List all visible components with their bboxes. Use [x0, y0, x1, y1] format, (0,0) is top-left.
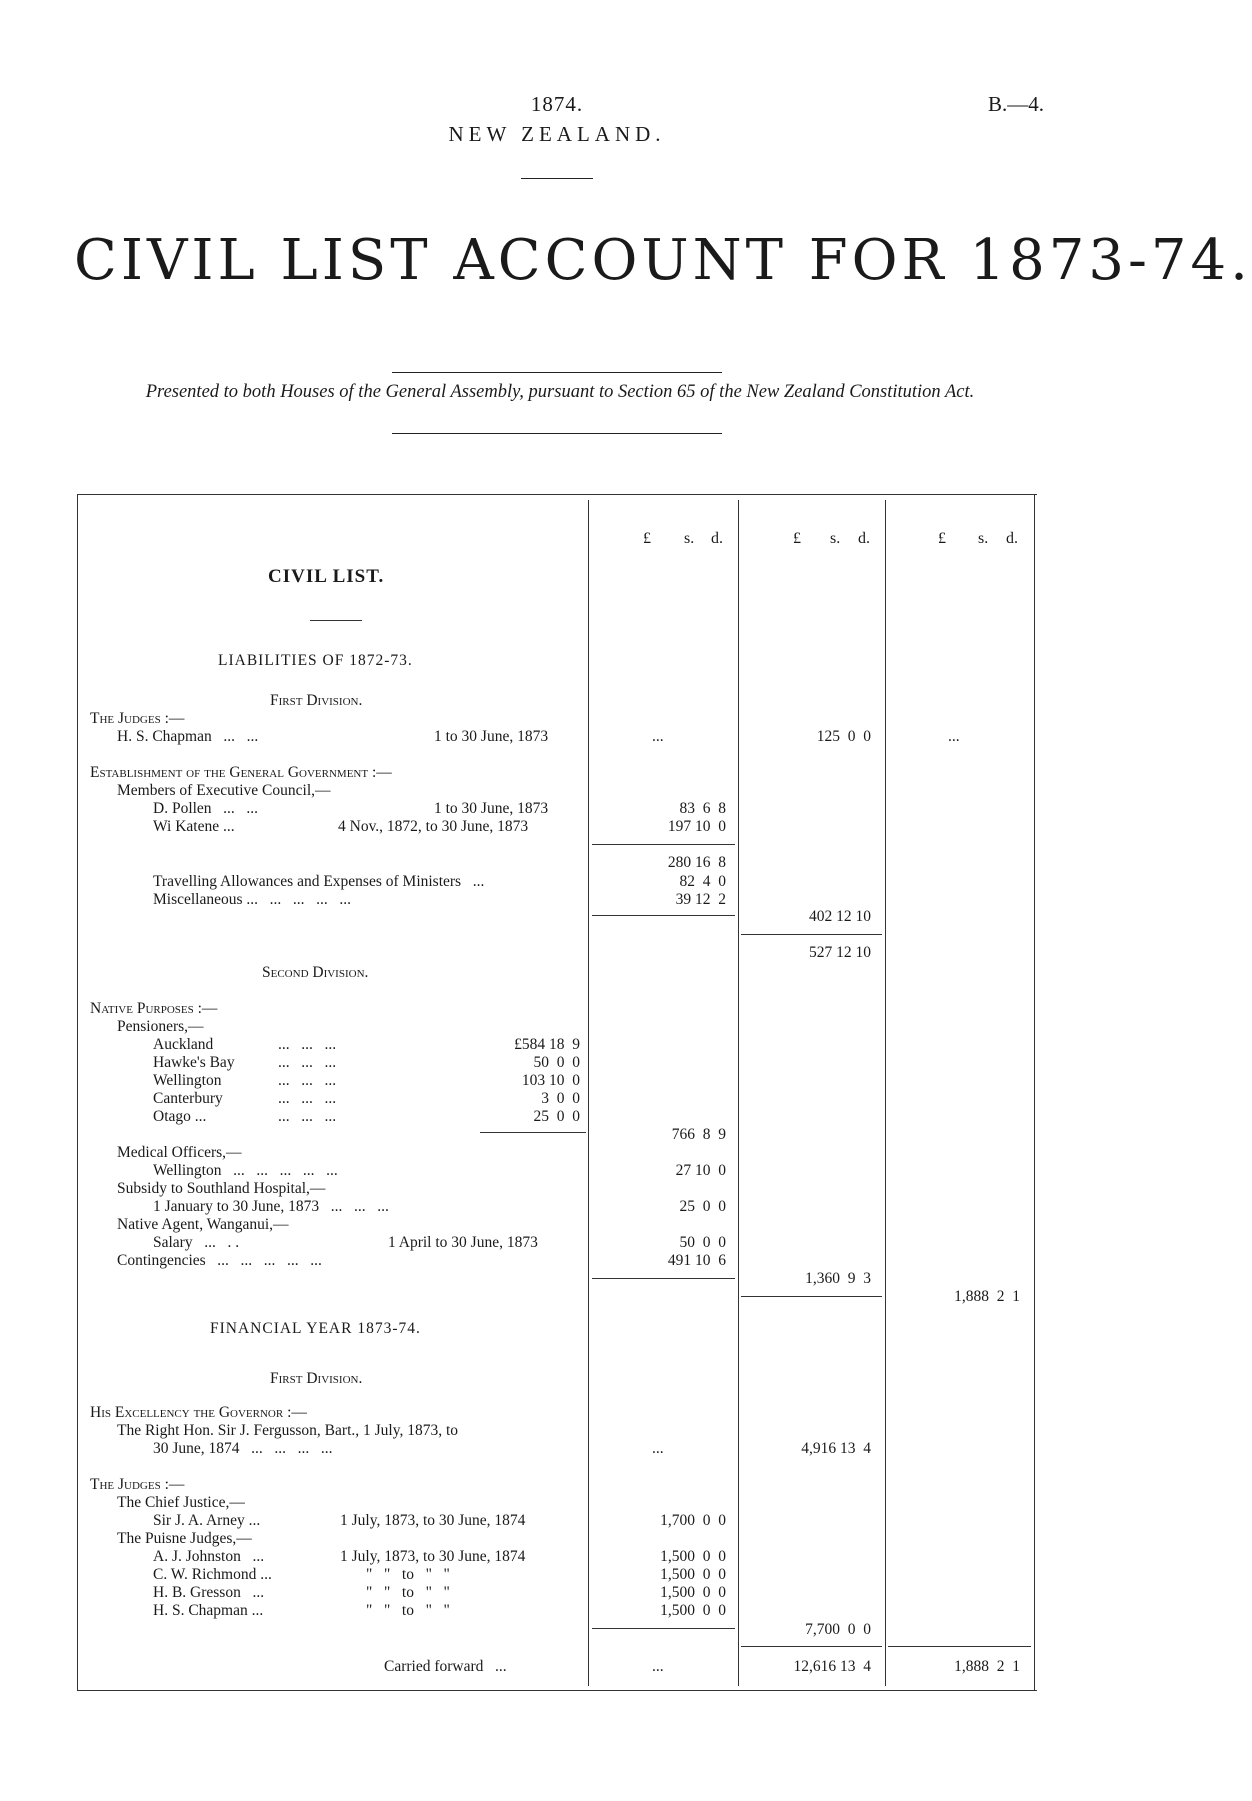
subsidy-label: Subsidy to Southland Hospital,— — [117, 1180, 326, 1197]
governor-label: His Excellency the Governor :— — [90, 1404, 307, 1421]
second-div-total-rule — [592, 1278, 735, 1279]
puisne-judge-name: A. J. Johnston ... — [153, 1548, 265, 1565]
subsidy-period: 1 January to 30 June, 1873 ... ... ... — [153, 1198, 389, 1215]
establishment-total: 402 12 10 — [809, 908, 871, 925]
salary-period: 1 April to 30 June, 1873 — [388, 1234, 538, 1251]
civil-list-rule — [310, 620, 362, 621]
arney-period: 1 July, 1873, to 30 June, 1874 — [340, 1512, 526, 1529]
second-division-heading: Second Division. — [262, 964, 369, 981]
puisne-judge-amount: 1,500 0 0 — [660, 1548, 726, 1565]
travelling-col1: 82 4 0 — [679, 873, 726, 890]
pension-amount: £584 18 9 — [514, 1036, 580, 1053]
carried-forward-col1: ... — [652, 1658, 664, 1675]
puisne-judge-amount: 1,500 0 0 — [660, 1584, 726, 1601]
col2-shilling-header: s. — [830, 530, 841, 547]
year: 1874. — [530, 92, 584, 116]
contingencies-col1: 491 10 6 — [667, 1252, 726, 1269]
katene-period: 4 Nov., 1872, to 30 June, 1873 — [338, 818, 529, 835]
chapman-col3: ... — [948, 728, 960, 745]
pension-dots: ... ... ... — [278, 1090, 337, 1107]
pension-amount: 50 0 0 — [533, 1054, 580, 1071]
table-top-border — [77, 494, 1037, 495]
salary-label: Salary ... . . — [153, 1234, 240, 1251]
med-wellington-label: Wellington ... ... ... ... ... — [153, 1162, 338, 1179]
fergusson-col2: 4,916 13 4 — [801, 1440, 871, 1457]
pension-place: Auckland — [153, 1036, 214, 1053]
second-div-total: 1,360 9 3 — [805, 1270, 871, 1287]
exec-subtotal-rule — [592, 844, 735, 845]
misc-label: Miscellaneous ... ... ... ... ... — [153, 891, 352, 908]
carried-forward-col3: 1,888 2 1 — [954, 1658, 1020, 1675]
fergusson-line-2: 30 June, 1874 ... ... ... ... — [153, 1440, 333, 1457]
puisne-judge-period: " " to " " — [366, 1602, 450, 1619]
misc-col1: 39 12 2 — [675, 891, 726, 908]
col1-pence-header: d. — [711, 530, 723, 547]
pension-place: Otago ... — [153, 1108, 207, 1125]
pensions-total: 766 8 9 — [671, 1126, 726, 1143]
col1-shilling-header: s. — [684, 530, 695, 547]
carried-forward-col2: 12,616 13 4 — [793, 1658, 871, 1675]
carried-rule-col3 — [888, 1646, 1031, 1647]
establishment-label: Establishment of the General Government :— — [90, 764, 392, 781]
col3-shilling-header: s. — [978, 530, 989, 547]
puisne-label: The Puisne Judges,— — [117, 1530, 252, 1547]
establishment-total-rule — [592, 915, 735, 916]
pension-dots: ... ... ... — [278, 1054, 337, 1071]
liabilities-total: 1,888 2 1 — [954, 1288, 1020, 1305]
col1-divider — [588, 500, 589, 1686]
puisne-judge-period: 1 July, 1873, to 30 June, 1874 — [340, 1548, 526, 1565]
civil-list-heading: CIVIL LIST. — [268, 566, 385, 587]
pensions-total-rule — [480, 1132, 586, 1133]
puisne-judge-period: " " to " " — [366, 1584, 450, 1601]
puisne-judge-name: H. B. Gresson ... — [153, 1584, 265, 1601]
chapman-period: 1 to 30 June, 1873 — [434, 728, 549, 745]
pension-dots: ... ... ... — [278, 1072, 337, 1089]
native-purposes-label: Native Purposes :— — [90, 1000, 218, 1017]
puisne-judge-amount: 1,500 0 0 — [660, 1566, 726, 1583]
col2-pound-header: £ — [793, 530, 801, 547]
medical-label: Medical Officers,— — [117, 1144, 242, 1161]
pollen-period: 1 to 30 June, 1873 — [434, 800, 549, 817]
pension-dots: ... ... ... — [278, 1036, 337, 1053]
page-title: CIVIL LIST ACCOUNT FOR 1873-74. — [74, 228, 1252, 293]
puisne-judge-period: " " to " " — [366, 1566, 450, 1583]
pension-amount: 3 0 0 — [541, 1090, 580, 1107]
col3-pence-header: d. — [1006, 530, 1018, 547]
financial-year-heading: FINANCIAL YEAR 1873-74. — [210, 1320, 421, 1337]
subsidy-col1: 25 0 0 — [679, 1198, 726, 1215]
judges-label: The Judges :— — [90, 710, 185, 727]
pension-dots: ... ... ... — [278, 1108, 337, 1125]
native-agent-label: Native Agent, Wanganui,— — [117, 1216, 289, 1233]
col2-pence-header: d. — [858, 530, 870, 547]
judges-label-2: The Judges :— — [90, 1476, 185, 1493]
exec-subtotal: 280 16 8 — [667, 854, 726, 871]
puisne-judge-amount: 1,500 0 0 — [660, 1602, 726, 1619]
country: NEW ZEALAND. — [448, 122, 666, 146]
chapman-col2: 125 0 0 — [816, 728, 871, 745]
judges-total-rule — [592, 1628, 735, 1629]
pension-amount: 25 0 0 — [533, 1108, 580, 1125]
chapman-name: H. S. Chapman ... ... — [117, 728, 259, 745]
travelling-label: Travelling Allowances and Expenses of Ministers ... — [153, 873, 485, 890]
report-reference: B.—4. — [987, 92, 1044, 116]
pollen-col1: 83 6 8 — [679, 800, 726, 817]
pension-amount: 103 10 0 — [521, 1072, 580, 1089]
chapman-col1: ... — [652, 728, 664, 745]
table-right-border — [1034, 494, 1035, 1690]
presented-rule-bottom — [392, 433, 722, 434]
table-left-border — [77, 494, 78, 1690]
salary-col1: 50 0 0 — [679, 1234, 726, 1251]
first-division-heading-2: First Division. — [270, 1370, 363, 1387]
carried-forward-label: Carried forward ... — [384, 1658, 507, 1675]
katene-name: Wi Katene ... — [153, 818, 235, 835]
pension-place: Hawke's Bay — [153, 1054, 235, 1071]
col3-divider — [885, 500, 886, 1686]
col3-pound-header: £ — [938, 530, 946, 547]
puisne-judge-name: C. W. Richmond ... — [153, 1566, 272, 1583]
first-div-total-rule — [741, 934, 882, 935]
first-div-total: 527 12 10 — [809, 944, 871, 961]
col1-pound-header: £ — [643, 530, 651, 547]
judges-total: 7,700 0 0 — [805, 1621, 871, 1638]
pollen-name: D. Pollen ... ... — [153, 800, 259, 817]
pensioners-label: Pensioners,— — [117, 1018, 204, 1035]
arney-col1: 1,700 0 0 — [660, 1512, 726, 1529]
chief-justice-label: The Chief Justice,— — [117, 1494, 245, 1511]
liabilities-heading: LIABILITIES OF 1872-73. — [218, 652, 413, 669]
presented-rule-top — [392, 372, 722, 373]
fergusson-col1: ... — [652, 1440, 664, 1457]
exec-council-label: Members of Executive Council,— — [117, 782, 331, 799]
col2-divider — [738, 500, 739, 1686]
first-division-heading: First Division. — [270, 692, 363, 709]
fergusson-line-1: The Right Hon. Sir J. Fergusson, Bart., 1 July, 1873, to — [117, 1422, 459, 1439]
presented-note: Presented to both Houses of the General Assembly, pursuant to Section 65 of the New Zealand Constitution Act. — [145, 382, 975, 402]
pension-place: Wellington — [153, 1072, 222, 1089]
header-rule — [521, 178, 593, 179]
contingencies-label: Contingencies ... ... ... ... ... — [117, 1252, 322, 1269]
pension-place: Canterbury — [153, 1090, 223, 1107]
liabilities-total-rule — [741, 1296, 882, 1297]
arney-name: Sir J. A. Arney ... — [153, 1512, 261, 1529]
med-wellington-col1: 27 10 0 — [675, 1162, 726, 1179]
katene-col1: 197 10 0 — [667, 818, 726, 835]
table-bottom-border — [77, 1690, 1037, 1691]
carried-rule-col2 — [741, 1646, 882, 1647]
puisne-judge-name: H. S. Chapman ... — [153, 1602, 264, 1619]
